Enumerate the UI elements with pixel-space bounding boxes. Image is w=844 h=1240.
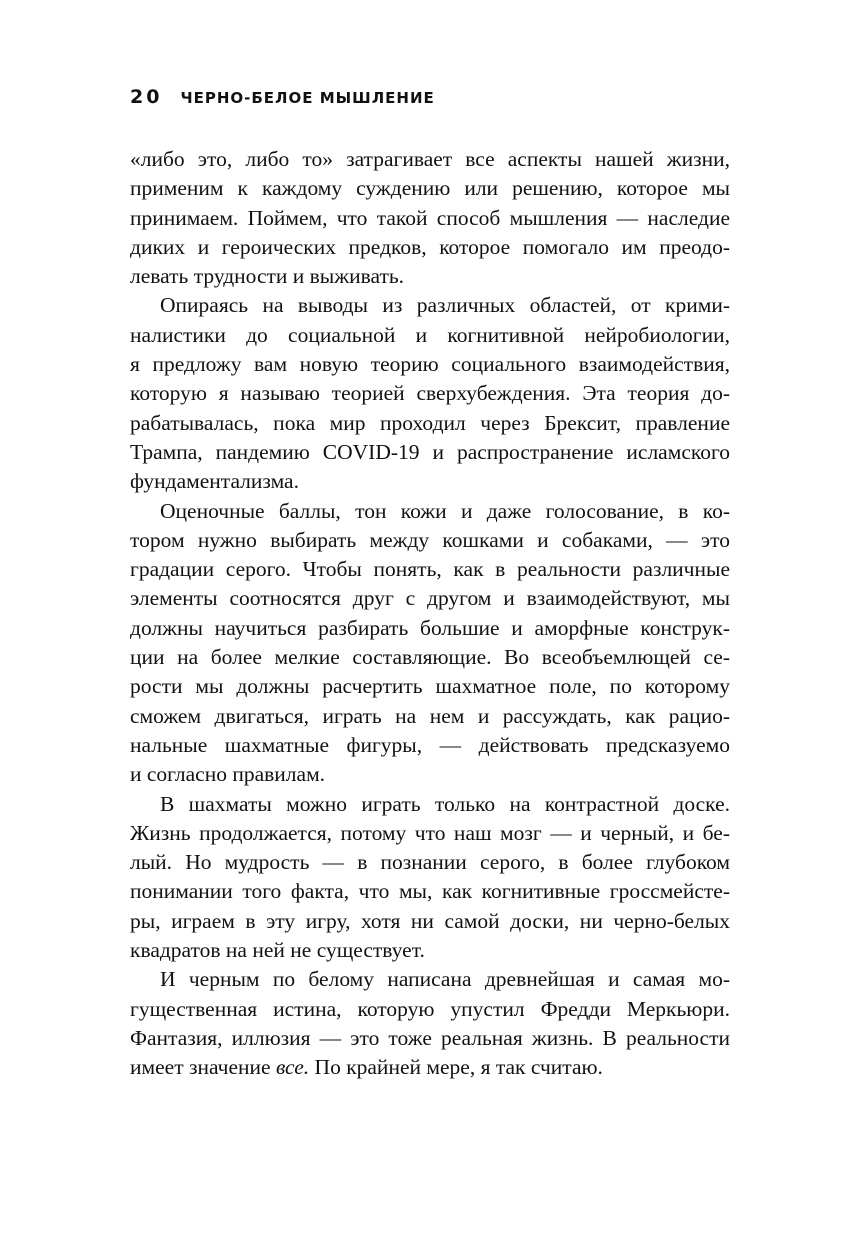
text-line: рости мы должны расчертить шахматное поле, по которому (130, 674, 730, 699)
text-line: градации серого. Чтобы понять, как в реальности различные (130, 557, 730, 582)
text-line: Фантазия, иллюзия — это тоже реальная жизнь. В реальности (130, 1025, 730, 1050)
text-line: диких и героических предков, которое помогало им преодо- (130, 234, 730, 259)
paragraph-2 (130, 291, 730, 496)
running-head (130, 86, 435, 112)
text-fragment: По крайней мере, я так считаю. (309, 1055, 603, 1080)
text-line: должны научиться разбирать большие и аморфные конструк- (130, 615, 730, 640)
paragraph-1 (130, 145, 730, 291)
emphasis-text: все. (275, 1055, 310, 1080)
text-line: налистики до социальной и когнитивной нейробиологии, (130, 322, 730, 347)
text-line: лый. Но мудрость — в познании серого, в более глубоком (130, 850, 730, 875)
text-line: «либо это, либо то» затрагивает все аспекты нашей жизни, (130, 147, 730, 171)
text-line: В шахматы можно играть только на контрастной доске. (160, 791, 730, 816)
text-line: которую я называю теорией сверхубеждения. Эта теория до- (130, 381, 730, 406)
text-line: тором нужно выбирать между кошками и собаками, — это (130, 527, 730, 552)
page-number: 20 (130, 86, 163, 108)
text-line: сможем двигаться, играть на нем и рассуждать, как рацио- (130, 703, 730, 728)
text-line: Оценочные баллы, тон кожи и даже голосование, в ко- (160, 498, 730, 523)
text-line: левать трудности и выживать. (130, 264, 405, 289)
paragraph-3 (130, 497, 730, 790)
text-line: Жизнь продолжается, потому что наш мозг — и черный, и бе- (130, 820, 730, 845)
text-fragment: имеет значение (130, 1055, 276, 1080)
text-line: нальные шахматные фигуры, — действовать предсказуемо (130, 732, 730, 757)
text-line: ции на более мелкие составляющие. Во всеобъемлющей се- (130, 645, 730, 670)
text-line-final (130, 1053, 730, 1082)
text-line: элементы соотносятся друг с другом и взаимодействуют, мы (130, 586, 730, 611)
text-line: Опираясь на выводы из различных областей, от крими- (160, 293, 730, 318)
text-line: и согласно правилам. (130, 762, 326, 787)
text-line: рабатывалась, пока мир проходил через Брексит, правление (130, 410, 730, 435)
chapter-title: ЧЕРНО-БЕЛОЕ МЫШЛЕНИЕ (180, 89, 435, 107)
paragraph-4 (130, 790, 730, 966)
text-line: квадратов на ней не существует. (130, 938, 425, 963)
text-line: И черным по белому написана древнейшая и самая мо- (160, 967, 730, 992)
text-line: фундаментализма. (130, 469, 299, 494)
text-line: Трампа, пандемию COVID-19 и распространение исламского (130, 439, 730, 464)
text-line: принимаем. Поймем, что такой способ мышления — наследие (130, 205, 730, 230)
text-line: гущественная истина, которую упустил Фредди Меркьюри. (130, 996, 730, 1021)
paragraph-5 (130, 965, 730, 1082)
body-text (130, 145, 730, 1083)
text-line: применим к каждому суждению или решению, которое мы (130, 176, 730, 201)
text-line: ры, играем в эту игру, хотя ни самой доски, ни черно-белых (130, 908, 730, 933)
text-line: я предложу вам новую теорию социального взаимодействия, (130, 352, 730, 377)
text-line: понимании того факта, что мы, как когнитивные гроссмейсте- (130, 879, 730, 904)
